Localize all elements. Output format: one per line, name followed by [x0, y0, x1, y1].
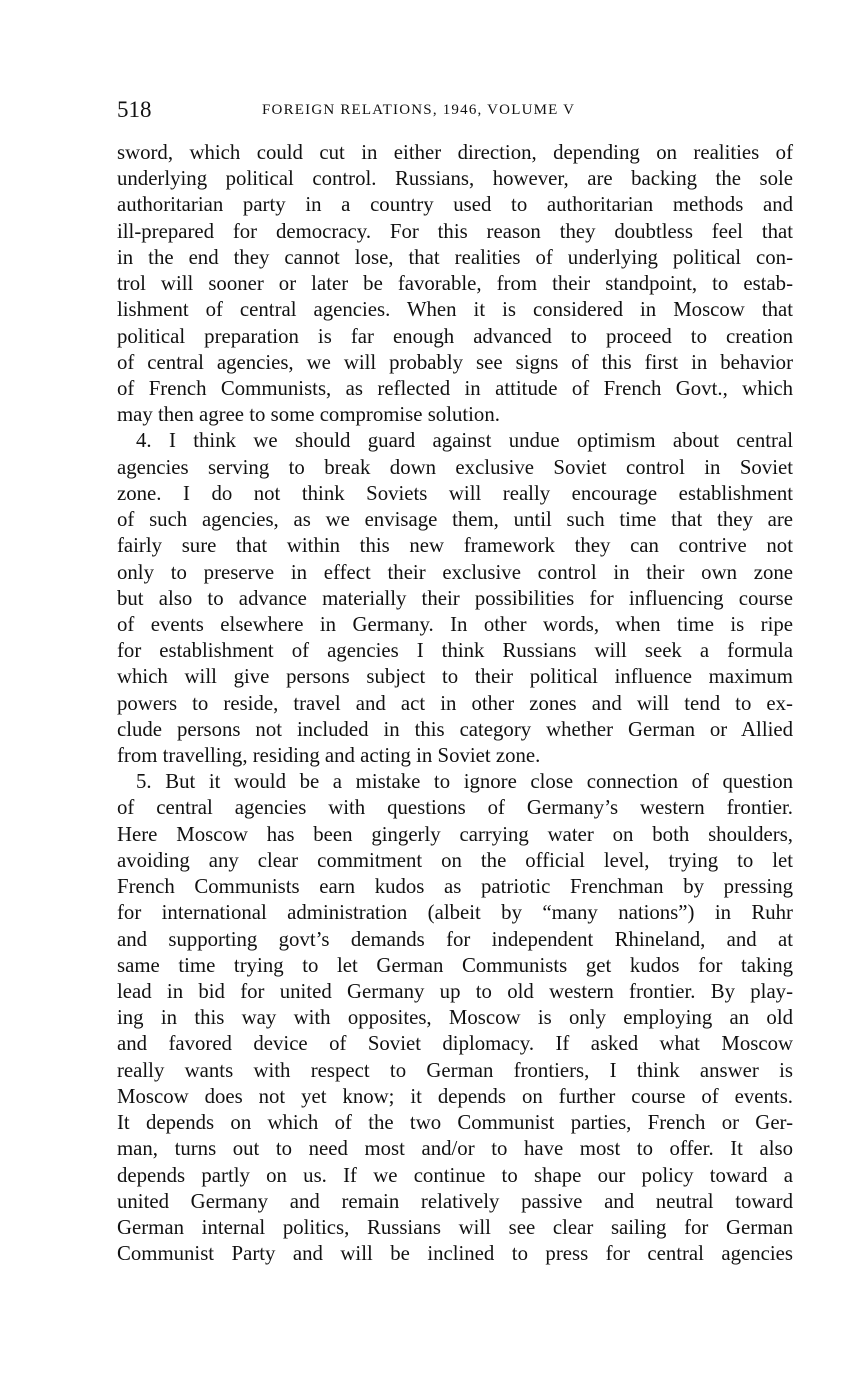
text-line: and favored device of Soviet diplomacy. If asked what Moscow [117, 1032, 793, 1056]
page-number: 518 [117, 97, 152, 122]
text-line: ill-prepared for democracy. For this reason they doubtless feel that [117, 219, 793, 243]
text-line: powers to reside, travel and act in other zones and will tend to ex- [117, 691, 793, 715]
running-header [117, 96, 793, 126]
text-line: sword, which could cut in either direction, depending on realities of [117, 141, 793, 164]
text-line: Communist Party and will be inclined to press for central agencies [117, 1242, 793, 1266]
text-line: of central agencies with questions of Germany’s western frontier. [117, 796, 793, 820]
text-line: and supporting govt’s demands for independent Rhineland, and at [117, 927, 793, 951]
text-line: 4. I think we should guard against undue optimism about central [136, 429, 793, 453]
text-line: ing in this way with opposites, Moscow is only employing an old [117, 1006, 793, 1030]
text-line: same time trying to let German Communists get kudos for taking [117, 953, 793, 977]
text-line: of such agencies, as we envisage them, until such time that they are [117, 508, 793, 532]
text-line: of French Communists, as reflected in attitude of French Govt., which [117, 376, 793, 400]
text-line: Moscow does not yet know; it depends on further course of events. [117, 1084, 793, 1108]
text-line: authoritarian party in a country used to authoritarian methods and [117, 193, 793, 217]
text-line: really wants with respect to German frontiers, I think answer is [117, 1058, 793, 1082]
text-line: of central agencies, we will probably see signs of this first in behavior [117, 350, 793, 374]
text-line: political preparation is far enough advanced to proceed to creation [117, 324, 793, 348]
text-line: It depends on which of the two Communist parties, French or Ger- [117, 1111, 793, 1135]
text-line: for international administration (albeit by “many nations”) in Ruhr [117, 901, 793, 925]
text-line: in the end they cannot lose, that realities of underlying political con- [117, 245, 793, 269]
text-line: zone. I do not think Soviets will really encourage establishment [117, 481, 793, 505]
text-line: avoiding any clear commitment on the official level, trying to let [117, 848, 793, 872]
text-line: underlying political control. Russians, however, are backing the sole [117, 167, 793, 191]
text-line: from travelling, residing and acting in Soviet zone. [117, 744, 541, 768]
text-line: which will give persons subject to their political influence maximum [117, 665, 793, 689]
text-line: clude persons not included in this category whether German or Allied [117, 717, 793, 741]
text-line: lishment of central agencies. When it is considered in Moscow that [117, 298, 793, 322]
paragraph-5 [117, 769, 793, 1267]
text-line: lead in bid for united Germany up to old western frontier. By play- [117, 980, 793, 1003]
text-line: man, turns out to need most and/or to have most to offer. It also [117, 1137, 793, 1161]
text-line: trol will sooner or later be favorable, from their standpoint, to estab- [117, 272, 793, 296]
text-line: Here Moscow has been gingerly carrying water on both shoulders, [117, 822, 793, 846]
text-line: of events elsewhere in Germany. In other words, when time is ripe [117, 612, 793, 636]
text-line: may then agree to some compromise solution. [117, 403, 500, 427]
text-line: agencies serving to break down exclusive Soviet control in Soviet [117, 455, 793, 479]
body-text [117, 140, 793, 1267]
text-line: fairly sure that within this new framework they can contrive not [117, 534, 793, 558]
text-line: for establishment of agencies I think Russians will seek a formula [117, 639, 793, 663]
text-line: German internal politics, Russians will see clear sailing for German [117, 1215, 793, 1239]
text-line: only to preserve in effect their exclusive control in their own zone [117, 560, 793, 584]
running-header-title: FOREIGN RELATIONS, 1946, VOLUME V [262, 102, 576, 118]
text-line: depends partly on us. If we continue to shape our policy toward a [117, 1163, 793, 1187]
text-line: united Germany and remain relatively passive and neutral toward [117, 1189, 793, 1213]
text-line: 5. But it would be a mistake to ignore close connection of question [136, 770, 793, 794]
text-line: French Communists earn kudos as patriotic Frenchman by pressing [117, 875, 793, 899]
paragraph-4 [117, 428, 793, 769]
text-line: but also to advance materially their possibilities for influencing course [117, 586, 793, 610]
paragraph-continuation [117, 140, 793, 428]
